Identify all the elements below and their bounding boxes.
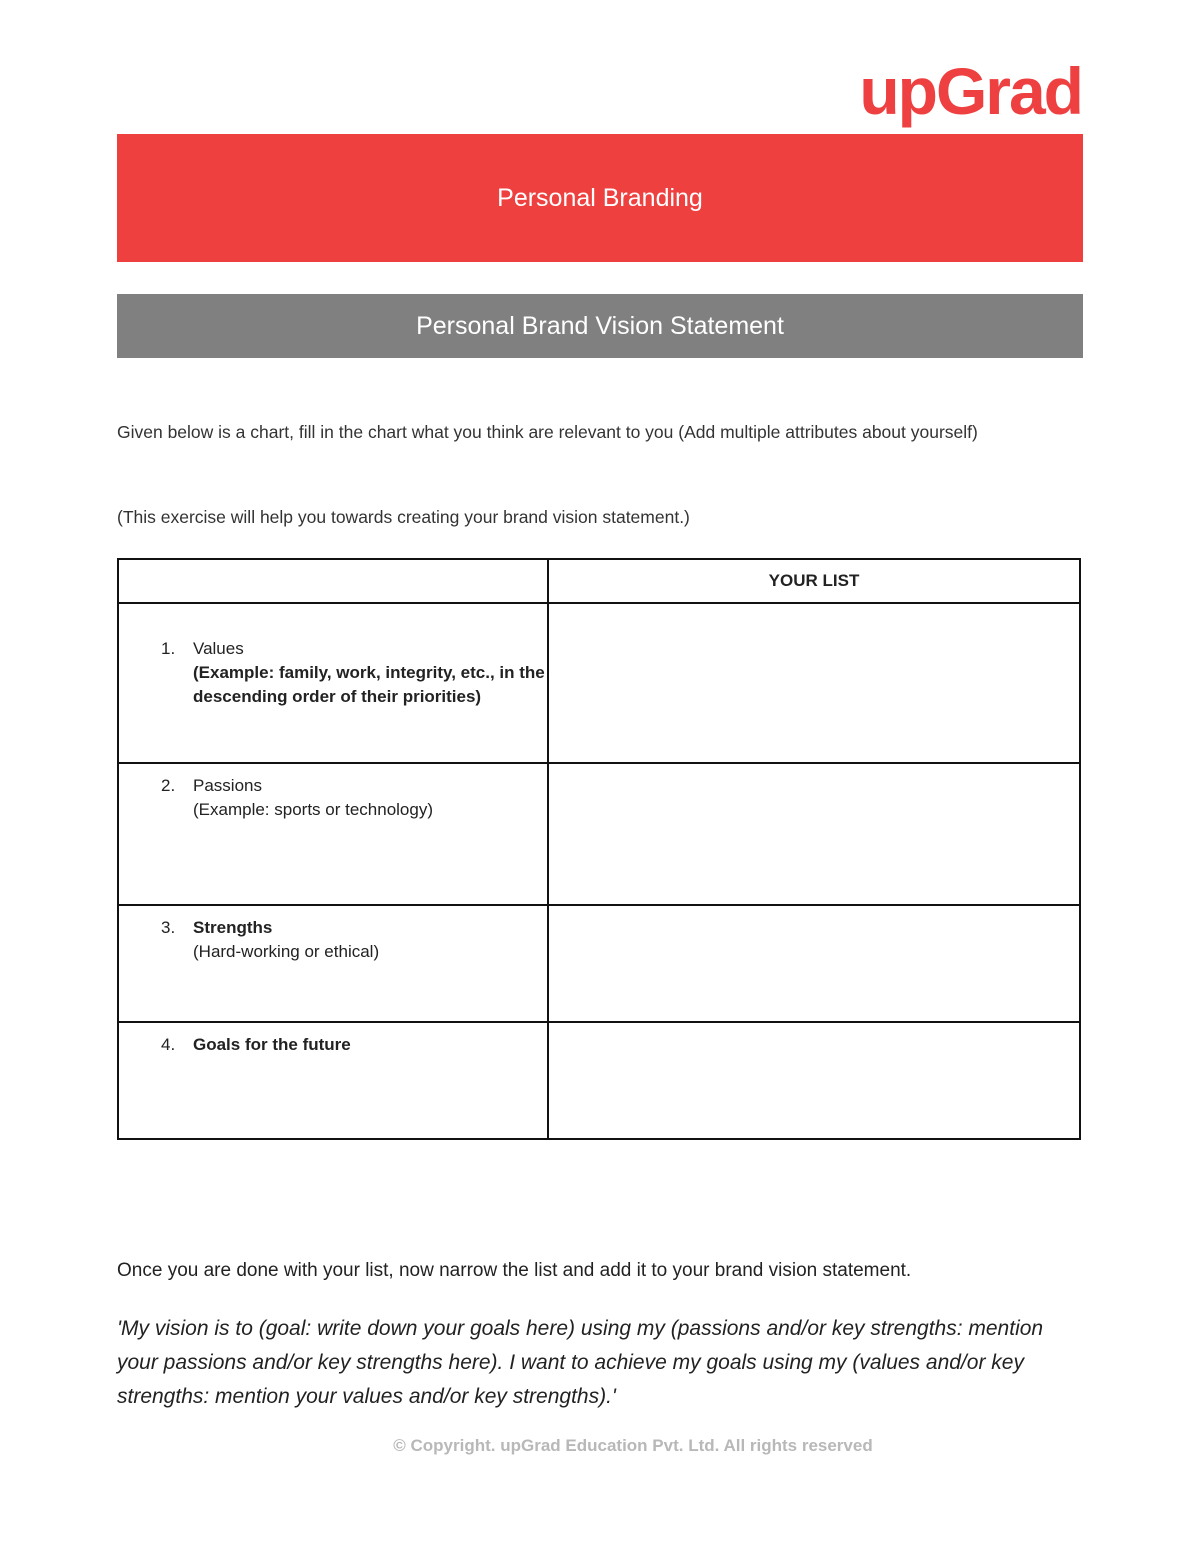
row-number: 1. [161, 639, 176, 658]
table-row [118, 905, 1080, 1022]
your-list-cell-goals[interactable] [548, 1022, 1080, 1139]
row-title: Passions [193, 776, 262, 795]
row-label-goals [118, 1022, 548, 1139]
table-header-row [118, 559, 1080, 603]
row-number: 2. [161, 776, 176, 795]
intro-text: Given below is a chart, fill in the chart what you think are relevant to you (Add multiple attributes about yourself) [117, 422, 978, 442]
row-label-values [118, 603, 548, 763]
row-detail: (Example: sports or technology) [193, 800, 433, 819]
copyright-footer: © Copyright. upGrad Education Pvt. Ltd. All rights reserved [393, 1436, 873, 1455]
your-list-cell-values[interactable] [548, 603, 1080, 763]
header-cell-left [118, 559, 548, 603]
title-banner [117, 134, 1083, 262]
row-detail: (Example: family, work, integrity, etc., in the descending order of their priorities) [193, 663, 545, 706]
row-label-passions [118, 763, 548, 905]
header-cell-your-list: YOUR LIST [548, 559, 1080, 603]
table-row [118, 763, 1080, 905]
row-number: 3. [161, 918, 176, 937]
table-row [118, 1022, 1080, 1139]
subtitle-banner [117, 294, 1083, 358]
page-title: Personal Branding [497, 183, 703, 212]
row-title: Strengths [193, 918, 273, 937]
vision-template: 'My vision is to (goal: write down your goals here) using my (passions and/or key strengths: mention your passions and/or key strengths here). I want to achieve my goals using my (values and/or key strengths: mention your values and/or key strengths).' [117, 1317, 1044, 1408]
row-title: Values [193, 639, 244, 658]
your-list-cell-strengths[interactable] [548, 905, 1080, 1022]
upgrad-logo: upGrad [859, 54, 1082, 128]
closing-instruction: Once you are done with your list, now narrow the list and add it to your brand vision statement. [117, 1260, 912, 1281]
row-detail: (Hard-working or ethical) [193, 942, 380, 961]
row-label-strengths [118, 905, 548, 1022]
section-title: Personal Brand Vision Statement [416, 311, 784, 340]
brand-chart-table [117, 558, 1081, 1140]
intro-note: (This exercise will help you towards creating your brand vision statement.) [117, 507, 690, 527]
your-list-cell-passions[interactable] [548, 763, 1080, 905]
row-number: 4. [161, 1035, 176, 1054]
table-row [118, 603, 1080, 763]
row-title: Goals for the future [193, 1035, 351, 1054]
